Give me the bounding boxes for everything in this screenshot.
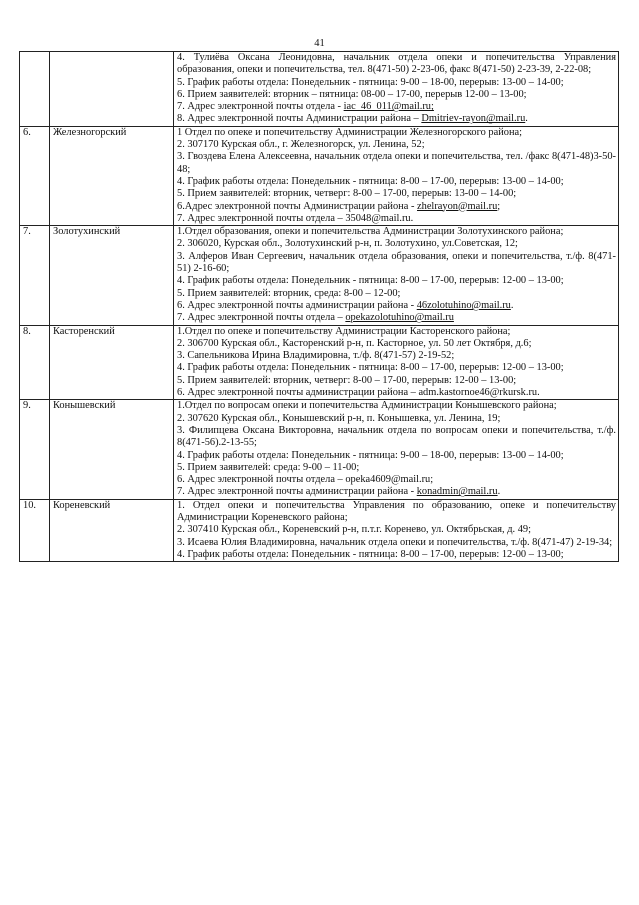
info-line bbox=[177, 425, 616, 450]
info-text: 2. 306700 Курская обл., Касторенский р-н, п. Касторное, ул. 50 лет Октября, д.6; bbox=[177, 337, 532, 349]
info-line bbox=[177, 362, 616, 374]
district-name bbox=[50, 52, 174, 127]
info-text: 2. 306020, Курская обл., Золотухинский р-н, п. Золотухино, ул.Советская, 12; bbox=[177, 238, 518, 250]
table-row bbox=[20, 325, 619, 400]
info-line bbox=[177, 312, 616, 324]
districts-table bbox=[19, 51, 619, 562]
info-text: 4. График работы отдела: Понедельник - пятница: 8-00 – 17-00, перерыв: 13-00 – 14-00; bbox=[177, 175, 564, 187]
info-line bbox=[177, 101, 616, 113]
email-link[interactable]: 46zolotuhino@mail.ru bbox=[416, 299, 511, 311]
info-text: 3. Филипцева Оксана Викторовна, начальник отдела по вопросам опеки и попечительства, т./ф. 8(471-56).2-13-55; bbox=[177, 424, 616, 449]
info-line bbox=[177, 350, 616, 362]
info-line bbox=[177, 549, 616, 561]
info-text: 4. График работы отдела: Понедельник - пятница: 9-00 – 18-00, перерыв: 13-00 – 14-00; bbox=[177, 449, 564, 461]
district-name: Конышевский bbox=[50, 400, 174, 499]
info-text: 2. 307170 Курская обл., г. Железногорск, ул. Ленина, 52; bbox=[177, 139, 425, 151]
info-text-tail: ; bbox=[497, 200, 501, 212]
table-row bbox=[20, 226, 619, 325]
info-text-tail: . bbox=[497, 486, 501, 498]
row-number bbox=[20, 52, 50, 127]
info-line bbox=[177, 77, 616, 89]
info-text: 7. Адрес электронной почты отдела - bbox=[177, 101, 344, 113]
info-text: 5. Прием заявителей: среда: 9-00 – 11-00; bbox=[177, 461, 360, 473]
info-text: 4. График работы отдела: Понедельник - пятница: 8-00 – 17-00, перерыв: 12-00 – 13-00; bbox=[177, 548, 564, 560]
info-line bbox=[177, 474, 616, 486]
info-text: 2. 307620 Курская обл., Конышевский р-н, п. Конышевка, ул. Ленина, 19; bbox=[177, 412, 501, 424]
info-text: 3. Сапельникова Ирина Владимировна, т./ф. 8(471-57) 2-19-52; bbox=[177, 350, 455, 362]
info-line bbox=[177, 188, 616, 200]
info-text: 7. Адрес электронной почты отдела – 35048@mail.ru. bbox=[177, 212, 414, 224]
info-line bbox=[177, 338, 616, 350]
district-info bbox=[174, 52, 619, 127]
info-line bbox=[177, 450, 616, 462]
info-text: 3. Гвоздева Елена Алексеевна, начальник отдела опеки и попечительства, тел. /факс 8(471-48)3-50-48; bbox=[177, 151, 616, 175]
info-text: 7. Адрес электронной почты администрации района - bbox=[177, 486, 417, 498]
info-line bbox=[177, 176, 616, 188]
info-line bbox=[177, 201, 616, 213]
info-line bbox=[177, 400, 616, 412]
info-text-tail: . bbox=[525, 113, 528, 125]
email-link[interactable]: iac_46_011@mail.ru; bbox=[343, 101, 434, 113]
info-text: 5. Прием заявителей: вторник, четверг: 8-00 – 17-00, перерыв: 12-00 – 13-00; bbox=[177, 374, 517, 386]
info-text: 8. Адрес электронной почты Администрации района – bbox=[177, 113, 422, 125]
district-info bbox=[174, 400, 619, 499]
email-link[interactable]: Dmitriev-rayon@mail.ru bbox=[421, 113, 526, 125]
info-text: 5. График работы отдела: Понедельник - пятница: 9-00 – 18-00, перерыв: 13-00 – 14-00; bbox=[177, 76, 564, 88]
info-text: 6. Адрес электронной почты администрации района - bbox=[177, 299, 417, 311]
info-text: 1. Отдел опеки и попечительства Управления по образованию, опеке и попечительству Администрации Кореневского района; bbox=[177, 499, 616, 523]
page-number: 41 bbox=[314, 38, 325, 49]
row-number: 8. bbox=[20, 325, 50, 400]
info-text: 6. Адрес электронной почты администрации района – adm.kastornoe46@rkursk.ru. bbox=[177, 387, 540, 399]
table-row bbox=[20, 126, 619, 225]
info-line bbox=[177, 462, 616, 474]
info-line bbox=[177, 251, 616, 276]
info-line bbox=[177, 500, 616, 525]
info-text: 1 Отдел по опеке и попечительству Администрации Железногорского района; bbox=[177, 126, 523, 138]
info-text: 4. График работы отдела: Понедельник - пятница: 8-00 – 17-00, перерыв: 12-00 – 13-00; bbox=[177, 275, 564, 287]
info-line bbox=[177, 275, 616, 287]
info-text: 3. Исаева Юлия Владимировна, начальник отдела опеки и попечительства, т./ф. 8(471-47) 2-19-34; bbox=[177, 536, 613, 548]
info-line bbox=[177, 113, 616, 125]
district-name: Золотухинский bbox=[50, 226, 174, 325]
row-number: 9. bbox=[20, 400, 50, 499]
info-text-tail: . bbox=[510, 299, 514, 311]
info-text: 5. Прием заявителей: вторник, среда: 8-00 – 12-00; bbox=[177, 287, 401, 299]
row-number: 10. bbox=[20, 499, 50, 561]
info-line bbox=[177, 387, 616, 399]
info-text: 1.Отдел по опеке и попечительству Администрации Касторенского района; bbox=[177, 325, 511, 337]
info-line bbox=[177, 524, 616, 536]
district-name: Касторенский bbox=[50, 325, 174, 400]
email-link[interactable]: opekazolotuhino@mail.ru bbox=[345, 312, 454, 324]
table-row bbox=[20, 400, 619, 499]
info-line bbox=[177, 52, 616, 77]
info-line bbox=[177, 139, 616, 151]
info-text: 2. 307410 Курская обл., Кореневский р-н, п.т.г. Коренево, ул. Октябрьская, д. 49; bbox=[177, 524, 532, 536]
info-text: 7. Адрес электронной почты отдела – bbox=[177, 312, 346, 324]
row-number: 7. bbox=[20, 226, 50, 325]
info-line bbox=[177, 226, 616, 238]
table-row bbox=[20, 499, 619, 561]
info-line bbox=[177, 537, 616, 549]
info-text: 6. Адрес электронной почты отдела – opeka4609@mail.ru; bbox=[177, 474, 434, 486]
info-line bbox=[177, 238, 616, 250]
info-line bbox=[177, 300, 616, 312]
district-name: Кореневский bbox=[50, 499, 174, 561]
info-line bbox=[177, 413, 616, 425]
row-number: 6. bbox=[20, 126, 50, 225]
info-line bbox=[177, 151, 616, 176]
district-info bbox=[174, 126, 619, 225]
district-name: Железногорский bbox=[50, 126, 174, 225]
info-line bbox=[177, 89, 616, 101]
info-text: 4. График работы отдела: Понедельник - пятница: 8-00 – 17-00, перерыв: 12-00 – 13-00; bbox=[177, 362, 564, 374]
district-info bbox=[174, 226, 619, 325]
info-text: 1.Отдел образования, опеки и попечительства Администрации Золотухинского района; bbox=[177, 226, 564, 238]
email-link[interactable]: konadmin@mail.ru bbox=[416, 486, 498, 498]
email-link[interactable]: zhelrayon@mail.ru bbox=[417, 200, 498, 212]
info-text: 5. Прием заявителей: вторник, четверг: 8-00 – 17-00, перерыв: 13-00 – 14-00; bbox=[177, 188, 517, 200]
info-text: 6.Адрес электронной почты Администрации района - bbox=[177, 200, 418, 212]
info-line bbox=[177, 326, 616, 338]
district-info bbox=[174, 325, 619, 400]
table-row bbox=[20, 52, 619, 127]
info-line bbox=[177, 213, 616, 225]
info-text: 3. Алферов Иван Сергеевич, начальник отдела образования, опеки и попечительства, т./ф. 8(471-51) 2-16-60; bbox=[177, 250, 616, 275]
info-text: 4. Тулиёва Оксана Леонидовна, начальник отдела опеки и попечительства Управления образования, опеки и попечительства, тел. 8(471-50) 2-23-06, факс 8(471-50) 2-23-39, 2-22-08; bbox=[177, 52, 616, 76]
table-body bbox=[20, 52, 619, 562]
info-line bbox=[177, 486, 616, 498]
info-text: 6. Прием заявителей: вторник – пятница: 08-00 – 17-00, перерыв 12-00 – 13-00; bbox=[177, 88, 527, 100]
district-info bbox=[174, 499, 619, 561]
info-line bbox=[177, 127, 616, 139]
info-text: 1.Отдел по вопросам опеки и попечительства Администрации Конышевского района; bbox=[177, 400, 557, 412]
info-line bbox=[177, 375, 616, 387]
info-line bbox=[177, 288, 616, 300]
